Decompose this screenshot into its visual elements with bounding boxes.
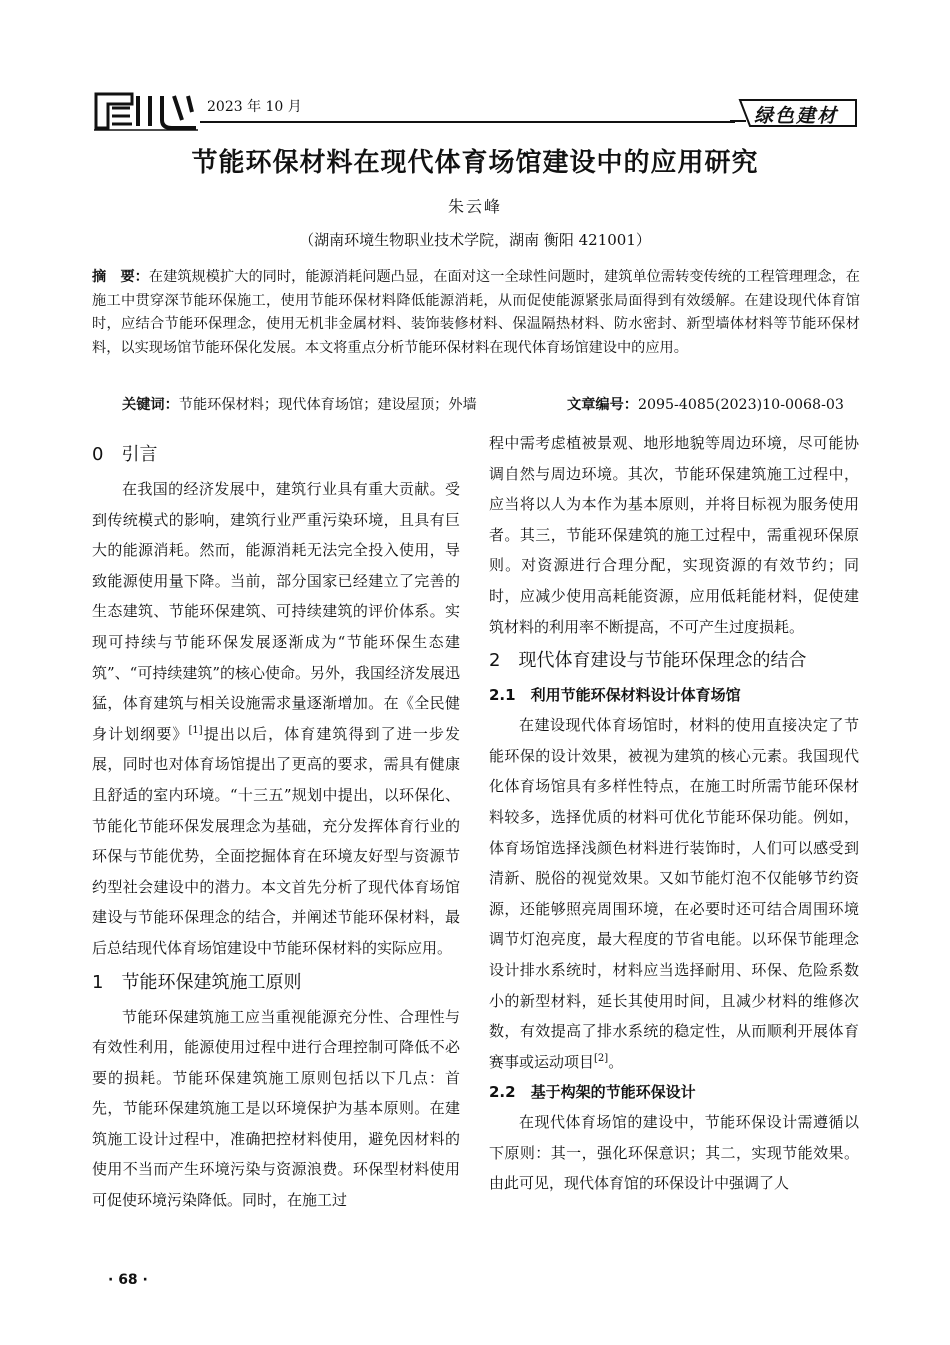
section-0-paragraph [92, 474, 460, 964]
section-1-paragraph-continued: 程中需考虑植被景观、地形地貌等周边环境，尽可能协调自然与周边环境。其次，节能环保建筑施工过程中，应当将以人为本作为基本原则，并将目标视为服务使用者。其三，节能环保建筑的施工过程中，需重视环保原则。对资源进行合理分配，实现资源的有效节约；同时，应减少使用高耗能资源，应用低耗能材料，促使建筑材料的利用率不断提高，不可产生过度损耗。 [489, 434, 859, 636]
column-tag-label: 绿色建材 [754, 105, 839, 127]
section-2-1-text-a: 在建设现代体育场馆时，材料的使用直接决定了节能环保的设计效果，被视为建筑的核心元素。我国现代化体育场馆具有多样性特点，在施工时所需节能环保材料较多，选择优质的材料可优化节能环保功能。例如，体育场馆选择浅颜色材料进行装饰时，人们可以感受到清新、脱俗的视觉效果。又如节能灯泡不仅能够节约资源，还能够照亮周围环境，在必要时还可结合周围环境调节灯泡亮度，最大程度的节省电能。以环保节能理念设计排水系统时，材料应当选择耐用、环保、危险系数小的新型材料，延长其使用时间，且减少材料的维修次数，有效提高了排水系统的稳定性，从而顺利开展体育赛事或运动项目 [489, 716, 859, 1071]
journal-logo [92, 90, 202, 132]
section-0-text-b: 提出以后，体育建筑得到了进一步发展，同时也对体育场馆提出了更高的要求，需具有健康且舒适的室内环境。“十三五”规划中提出，以环保化、节能化节能环保发展理念为基础，充分发挥体育行业的环保与节能优势，全面挖掘体育在环境友好型与资源节约型社会建设中的潜力。本文首先分析了现代体育场馆建设与节能环保理念的结合，并阐述节能环保材料，最后总结现代体育场馆建设中节能环保材料的实际应用。 [92, 724, 460, 957]
section-0-text-a: 在我国的经济发展中，建筑行业具有重大贡献。受到传统模式的影响，建筑行业严重污染环境，且具有巨大的能源消耗。然而，能源消耗无法完全投入使用，导致能源使用量下降。当前，部分国家已经建立了完善的生态建筑、节能环保建筑、可持续建筑的评价体系。实现可持续与节能环保发展逐渐成为“节能环保生态建筑”、“可持续建筑”的核心使命。另外，我国经济发展迅猛，体育建筑与相关设施需求量逐渐增加。在《全民健身计划纲要》 [92, 480, 461, 743]
keywords-text: 节能环保材料；现代体育场馆；建设屋顶；外墙 [178, 397, 477, 413]
right-column [489, 428, 859, 1199]
page-number: · 68 · [108, 1272, 148, 1288]
issue-date: 2023 年 10 月 [207, 99, 302, 115]
header-rule [200, 121, 735, 123]
section-2-heading: 2 现代体育建设与节能环保理念的结合 [489, 650, 807, 672]
abstract-text: 在建筑规模扩大的同时，能源消耗问题凸显，在面对这一全球性问题时，建筑单位需转变传统的工程管理理念，在施工中贯穿深节能环保施工，使用节能环保材料降低能源消耗，从而促使能源紧张局面得到有效缓解。在建设现代体育馆时，应结合节能环保理念，使用无机非金属材料、装饰装修材料、保温隔热材料、防水密封、新型墙体材料等节能环保材料，以实现场馆节能环保化发展。本文将重点分析节能环保材料在现代体育场馆建设中的应用。 [92, 269, 860, 356]
column-tag [730, 98, 858, 128]
abstract-label: 摘 要： [92, 269, 149, 285]
article-number [567, 394, 844, 414]
abstract [92, 266, 860, 360]
article-number-label: 文章编号： [567, 397, 638, 413]
article-number-value: 2095-4085(2023)10-0068-03 [637, 397, 844, 413]
keywords-label: 关键词： [122, 397, 179, 413]
section-2-2-heading: 2.2 基于构架的节能环保设计 [489, 1083, 696, 1102]
section-2-1-heading: 2.1 利用节能环保材料设计体育场馆 [489, 686, 741, 705]
section-2-1-paragraph [489, 710, 859, 1077]
section-1-heading: 1 节能环保建筑施工原则 [92, 971, 302, 993]
section-2-1-text-b: 。 [608, 1052, 624, 1071]
citation-2: [2] [594, 1052, 609, 1064]
keywords [122, 394, 477, 414]
citation-1: [1] [188, 724, 203, 736]
left-column [92, 436, 460, 1216]
author-name: 朱云峰 [447, 197, 502, 216]
section-2-2-paragraph: 在现代体育场馆的建设中，节能环保设计需遵循以下原则：其一，强化环保意识；其二，实现节能效果。由此可见，现代体育馆的环保设计中强调了人 [489, 1113, 859, 1193]
section-0-heading: 0 引言 [92, 444, 158, 465]
author-affiliation: （湖南环境生物职业技术学院，湖南 衡阳 421001） [299, 231, 651, 249]
article-title: 节能环保材料在现代体育场馆建设中的应用研究 [191, 148, 759, 178]
section-1-paragraph: 节能环保建筑施工应当重视能源充分性、合理性与有效性利用，能源使用过程中进行合理控制可降低不必要的损耗。节能环保建筑施工原则包括以下几点：首先，节能环保建筑施工是以环境保护为基本原则。在建筑施工设计过程中，准确把控材料使用，避免因材料的使用不当而产生环境污染与资源浪费。环保型材料使用可促使环境污染降低。同时，在施工过 [92, 1007, 460, 1210]
